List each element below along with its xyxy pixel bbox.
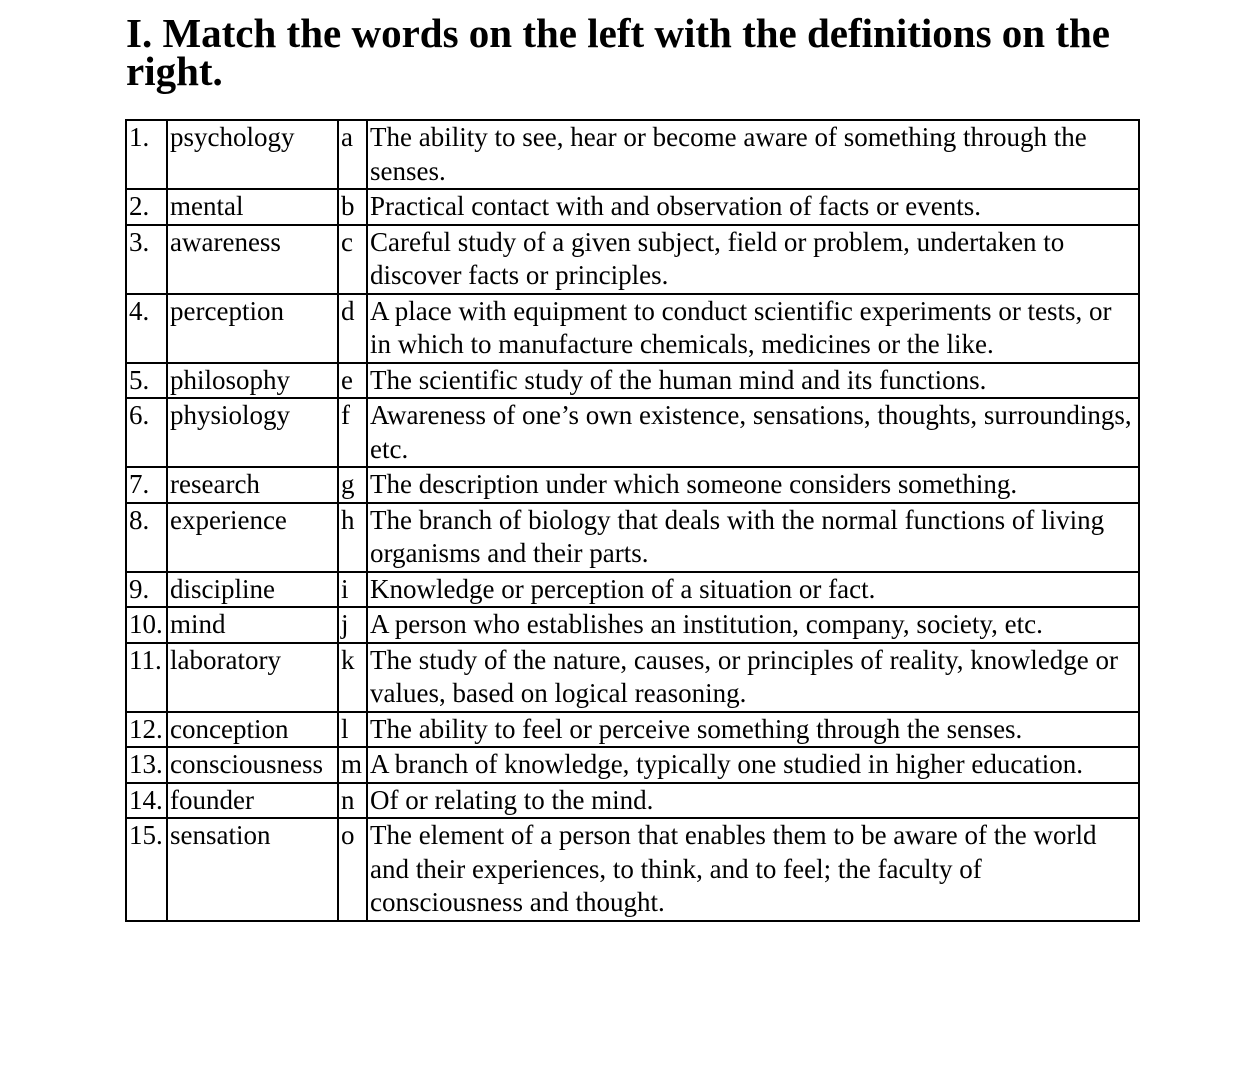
word-cell: conception [167,712,338,748]
word-number: 10. [126,607,167,643]
word-number: 3. [126,225,167,294]
table-row [126,363,1139,399]
word-cell: philosophy [167,363,338,399]
definition-cell: A place with equipment to conduct scientific experiments or tests, or in which to manufacture chemicals, medicines or the like. [367,294,1139,363]
matching-table-body [126,120,1139,921]
word-cell: discipline [167,572,338,608]
definition-cell: The scientific study of the human mind and its functions. [367,363,1139,399]
definition-letter: h [338,503,367,572]
table-row [126,607,1139,643]
definition-letter: j [338,607,367,643]
definition-letter: d [338,294,367,363]
definition-cell: The description under which someone considers something. [367,467,1139,503]
table-row [126,120,1139,189]
word-number: 2. [126,189,167,225]
definition-cell: A branch of knowledge, typically one studied in higher education. [367,747,1139,783]
table-row [126,294,1139,363]
matching-table [125,119,1140,922]
definition-letter: a [338,120,367,189]
word-number: 13. [126,747,167,783]
word-cell: sensation [167,818,338,921]
definition-cell: Knowledge or perception of a situation or fact. [367,572,1139,608]
word-number: 11. [126,643,167,712]
word-cell: psychology [167,120,338,189]
definition-cell: A person who establishes an institution, company, society, etc. [367,607,1139,643]
definition-cell: The branch of biology that deals with the normal functions of living organisms and their parts. [367,503,1139,572]
word-cell: mental [167,189,338,225]
word-number: 8. [126,503,167,572]
table-row [126,503,1139,572]
word-cell: physiology [167,398,338,467]
definition-cell: The element of a person that enables them to be aware of the world and their experiences, to think, and to feel; the faculty of consciousness and thought. [367,818,1139,921]
definition-cell: Awareness of one’s own existence, sensations, thoughts, surroundings, etc. [367,398,1139,467]
definition-letter: f [338,398,367,467]
table-row [126,818,1139,921]
word-cell: mind [167,607,338,643]
definition-cell: The study of the nature, causes, or principles of reality, knowledge or values, based on logical reasoning. [367,643,1139,712]
definition-letter: e [338,363,367,399]
exercise-title: I. Match the words on the left with the definitions on the right. [126,10,1110,94]
definition-letter: b [338,189,367,225]
word-cell: awareness [167,225,338,294]
word-number: 9. [126,572,167,608]
word-cell: experience [167,503,338,572]
table-row [126,467,1139,503]
definition-letter: o [338,818,367,921]
table-row [126,189,1139,225]
definition-cell: Of or relating to the mind. [367,783,1139,819]
word-cell: consciousness [167,747,338,783]
definition-cell: The ability to see, hear or become aware of something through the senses. [367,120,1139,189]
table-row [126,225,1139,294]
table-row [126,398,1139,467]
word-cell: perception [167,294,338,363]
definition-letter: m [338,747,367,783]
definition-letter: k [338,643,367,712]
definition-letter: g [338,467,367,503]
definition-letter: c [338,225,367,294]
word-cell: laboratory [167,643,338,712]
table-row [126,747,1139,783]
definition-cell: Careful study of a given subject, field or problem, undertaken to discover facts or principles. [367,225,1139,294]
definition-letter: i [338,572,367,608]
table-row [126,783,1139,819]
word-number: 6. [126,398,167,467]
definition-letter: n [338,783,367,819]
definition-cell: The ability to feel or perceive something through the senses. [367,712,1139,748]
definition-cell: Practical contact with and observation of facts or events. [367,189,1139,225]
word-number: 5. [126,363,167,399]
table-row [126,572,1139,608]
table-row [126,712,1139,748]
table-row [126,643,1139,712]
word-number: 14. [126,783,167,819]
word-number: 1. [126,120,167,189]
word-cell: founder [167,783,338,819]
word-number: 15. [126,818,167,921]
word-number: 12. [126,712,167,748]
word-cell: research [167,467,338,503]
word-number: 7. [126,467,167,503]
word-number: 4. [126,294,167,363]
definition-letter: l [338,712,367,748]
